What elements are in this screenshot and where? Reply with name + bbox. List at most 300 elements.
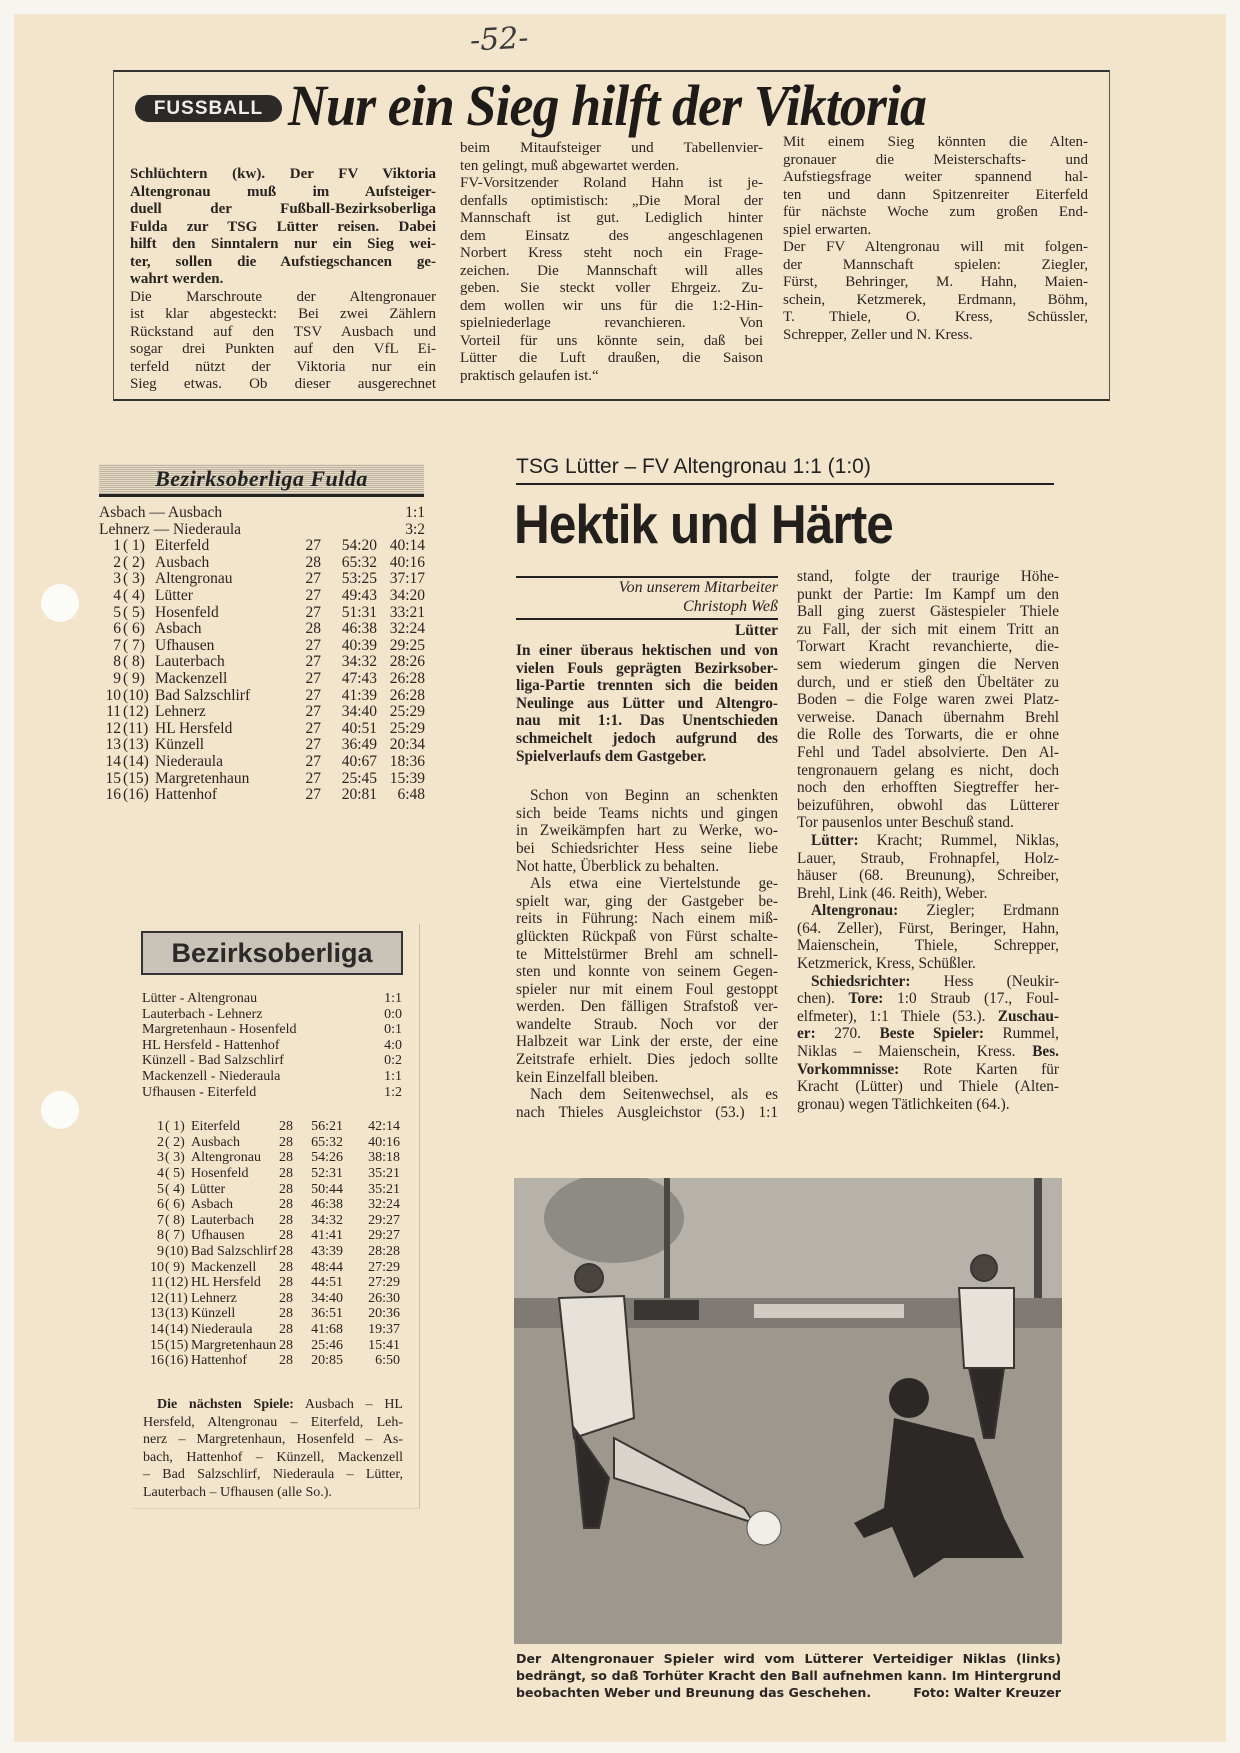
paragraph — [130, 166, 436, 289]
standings-games: 27 — [305, 769, 321, 787]
standings-team: HL Hersfeld — [191, 1275, 261, 1291]
table2-title: Bezirksoberliga — [141, 931, 403, 975]
standings-prev: ( 1) — [123, 537, 145, 555]
result-row — [142, 1007, 402, 1023]
standings-rank: 6 — [157, 1197, 164, 1213]
paragraph — [143, 1396, 403, 1501]
text-line: punkt der Partie: Im Kampf um den — [797, 585, 1059, 603]
standings-games: 28 — [279, 1228, 293, 1244]
result-row — [142, 991, 402, 1007]
text-line: liga-Partie trennten sich die beiden — [516, 677, 778, 695]
text-line: beim Mitaufsteiger und Tabellenvier- — [460, 140, 763, 156]
standings-rank: 11 — [150, 1275, 164, 1291]
standings-team: Mackenzell — [155, 670, 228, 687]
standings-prev: (11) — [123, 719, 149, 737]
paragraph — [797, 973, 1059, 1114]
standings-rank: 4 — [113, 587, 121, 604]
standings-row — [99, 555, 425, 572]
standings-rank: 9 — [113, 670, 121, 687]
text-line: häuser (68. Breunung), Schreiber, — [797, 867, 1059, 885]
caption-line: Der Altengronauer Spieler wird vom Lütterer Verteidiger Niklas (links) — [516, 1651, 1061, 1666]
text-line: nau mit 1:1. Das Unentschieden — [516, 712, 778, 730]
standings-row — [142, 1306, 402, 1322]
standings-rank: 11 — [106, 703, 121, 721]
standings-points: 19:37 — [368, 1322, 400, 1337]
text-line: te Mittelstürmer Brehl am schnell- — [516, 945, 778, 963]
standings-points: 28:28 — [368, 1244, 400, 1259]
standings-goals: 50:44 — [311, 1181, 343, 1197]
standings-team: Hosenfeld — [155, 603, 219, 621]
text-line: hilft den Sinntalern nur ein Sieg wei- — [130, 236, 436, 252]
standings-row — [142, 1150, 402, 1166]
text-line: Boden – die Folge waren zwei Platz- — [797, 691, 1059, 709]
standings-prev: ( 5) — [165, 1166, 185, 1181]
text-line: FV-Vorsitzender Roland Hahn ist je- — [460, 175, 763, 191]
standings-goals: 34:32 — [311, 1212, 343, 1228]
text-line: elfmeter), 1:1 Thiele (53.). Zuschau- — [797, 1007, 1059, 1025]
text-line: Halbzeit war Link der erste, der eine — [516, 1033, 778, 1051]
standings-games: 27 — [305, 686, 321, 704]
standings-games: 27 — [305, 587, 321, 604]
next-games-note — [143, 1396, 403, 1501]
standings-games: 28 — [279, 1353, 293, 1369]
text-line: spielt war, ging der Gastgeber be- — [516, 892, 778, 910]
standings-goals: 49:43 — [341, 587, 377, 604]
standings-team: Altengronau — [191, 1150, 261, 1166]
standings-games: 28 — [279, 1259, 293, 1275]
standings-rank: 4 — [157, 1166, 164, 1181]
standings-row — [142, 1338, 402, 1354]
result-score: 0:2 — [384, 1053, 402, 1069]
standings-team: Lütter — [191, 1181, 226, 1197]
text-line: beizuführen, obwohl das Lütterer — [797, 796, 1059, 814]
standings-team: Niederaula — [155, 753, 223, 770]
text-line: spiel erwarten. — [783, 221, 872, 238]
divider — [516, 618, 778, 620]
standings-prev: (12) — [123, 703, 149, 721]
standings-prev: (10) — [123, 686, 149, 704]
text-line: schein, Ketzmerek, Erdmann, Böhm, — [783, 291, 1088, 308]
paragraph — [783, 239, 1088, 344]
standings-goals: 34:40 — [341, 703, 377, 721]
standings-rank: 5 — [157, 1181, 164, 1197]
standings-rank: 10 — [150, 1259, 164, 1275]
standings-prev: (16) — [123, 786, 149, 804]
standings-rank: 3 — [157, 1150, 164, 1166]
standings-prev: (14) — [165, 1322, 189, 1337]
standings-goals: 41:68 — [311, 1322, 343, 1337]
text-line: sten und konnte von seinem Gegen- — [516, 963, 778, 981]
standings-team: HL Hersfeld — [155, 719, 233, 737]
standings-points: 40:14 — [389, 537, 425, 555]
text-line: Fulda zur TSG Lütter reisen. Dabei — [130, 218, 436, 235]
standings-points: 40:16 — [368, 1134, 400, 1150]
standings-prev: ( 2) — [123, 553, 145, 571]
standings-games: 28 — [279, 1150, 293, 1166]
standings-goals: 36:51 — [311, 1306, 343, 1322]
text-line: Spielverlaufs dem Gastgeber. — [516, 747, 707, 765]
standings-row — [99, 605, 425, 622]
standings-points: 35:21 — [368, 1181, 400, 1197]
result-score: 4:0 — [384, 1037, 402, 1053]
text-line: durch, und er stieß den Übeltäter zu — [797, 673, 1059, 691]
standings-rank: 8 — [157, 1228, 164, 1244]
standings-team: Künzell — [191, 1306, 236, 1322]
standings-row — [99, 638, 425, 655]
standings-prev: ( 9) — [165, 1259, 185, 1275]
text-line: nerz – Margretenhaun, Hosenfeld – As- — [143, 1432, 403, 1447]
paragraph — [460, 140, 763, 175]
standings-games: 27 — [305, 603, 321, 621]
standings-games: 28 — [279, 1337, 293, 1353]
text-line: werden. Den fälligen Strafstoß ver- — [516, 998, 778, 1016]
standings-row — [142, 1322, 402, 1338]
text-line: Schon von Beginn an schenkten — [530, 787, 778, 805]
standings-games: 27 — [305, 736, 321, 754]
standings-prev: (14) — [123, 753, 149, 770]
bold-text: Tore: — [848, 990, 884, 1008]
standings-goals: 40:39 — [341, 636, 377, 654]
standings-prev: ( 6) — [123, 620, 145, 638]
standings-team: Margretenhaun — [191, 1337, 277, 1353]
standings-prev: (16) — [165, 1353, 189, 1369]
text-line: dem Einsatz des angeschlagenen — [460, 227, 763, 244]
text-line: spielniederlage revanchieren. Von — [460, 315, 763, 331]
standings-goals: 48:44 — [311, 1259, 343, 1275]
text-line: Norbert Kress steht noch ein Frage- — [460, 245, 763, 261]
text-line: Brehl, Link (46. Reith), Weber. — [797, 884, 988, 902]
standings-row — [142, 1135, 402, 1151]
standings-prev: ( 7) — [165, 1228, 185, 1244]
standings-team: Bad Salzschlirf — [155, 686, 251, 704]
text-line: Mit einem Sieg könnten die Alten- — [783, 134, 1088, 150]
standings-rank: 14 — [150, 1322, 164, 1337]
standings-rank: 12 — [105, 719, 121, 737]
standings-games: 28 — [279, 1181, 293, 1197]
standings-team: Bad Salzschlirf — [191, 1244, 277, 1259]
standings-goals: 54:26 — [311, 1150, 343, 1166]
text-line: Vorteil für uns könnte sein, daß bei — [460, 332, 763, 349]
standings-games: 28 — [279, 1134, 293, 1150]
standings-row — [99, 688, 425, 705]
text-line: terfeld nützt der Viktoria nur ein — [130, 358, 436, 375]
standings-prev: ( 5) — [123, 603, 145, 621]
paragraph — [797, 902, 1059, 972]
standings-points: 32:24 — [368, 1197, 400, 1213]
text-line: (64. Zeller), Fürst, Beringer, Hahn, — [797, 919, 1059, 937]
standings-rank: 13 — [105, 736, 121, 754]
standings-goals: 44:51 — [311, 1275, 343, 1291]
standings-rank: 14 — [105, 753, 121, 770]
standings-games: 27 — [305, 786, 321, 804]
standings-row — [99, 704, 425, 721]
standings-rank: 16 — [150, 1353, 164, 1369]
text-line: zeichen. Die Mannschaft will alles — [460, 262, 763, 279]
text-line: Nach dem Seitenwechsel, als es — [530, 1086, 778, 1104]
standings-team: Hosenfeld — [191, 1166, 249, 1181]
standings-points: 28:26 — [389, 653, 425, 671]
result-score: 1:1 — [384, 991, 402, 1006]
standings-points: 27:29 — [368, 1275, 400, 1291]
text-line: Sieg etwas. Ob dieser ausgerechnet — [130, 376, 436, 392]
standings-goals: 36:49 — [341, 736, 377, 754]
text-line: für nächste Woche zum großen End- — [783, 204, 1088, 220]
paragraph — [516, 1086, 778, 1121]
standings-team: Lauterbach — [155, 653, 225, 671]
text-line: Kracht (Lütter) und Thiele (Alten- — [797, 1078, 1059, 1096]
text-line: Die nächsten Spiele: Ausbach – HL — [157, 1397, 403, 1412]
standings-prev: (13) — [123, 736, 149, 754]
standings-row — [142, 1197, 402, 1213]
text-line: Schiedsrichter: Hess (Neukir- — [811, 972, 1059, 990]
text-line: praktisch gelaufen ist.“ — [460, 367, 599, 384]
article2-headline: Hektik und Härte — [514, 493, 893, 555]
bold-text: Die nächsten Spiele: — [157, 1397, 294, 1412]
standings-goals: 53:25 — [341, 570, 377, 588]
standings-games: 27 — [305, 703, 321, 721]
standings-rank: 13 — [150, 1306, 164, 1322]
standings-team: Ufhausen — [155, 636, 215, 654]
standings-goals: 20:85 — [311, 1353, 343, 1369]
text-line: schmeichelt jedoch aufgrund des — [516, 729, 778, 747]
result-match: Lütter - Altengronau — [142, 991, 258, 1006]
result-row — [99, 505, 425, 522]
bold-text: Altengronau: — [811, 902, 899, 920]
text-line: Schrepper, Zeller und N. Kress. — [783, 326, 973, 343]
paragraph — [797, 568, 1059, 832]
text-line: Lütter: Kracht; Rummel, Niklas, — [811, 831, 1059, 849]
section-badge: FUSSBALL — [135, 95, 282, 122]
standings-goals: 40:51 — [341, 719, 377, 737]
standings-row — [99, 737, 425, 754]
text-line: spieler nur mit einem Foul gestoppt — [516, 980, 778, 998]
standings-games: 28 — [279, 1119, 293, 1135]
standings-row — [99, 571, 425, 588]
standings-team: Künzell — [155, 736, 205, 754]
standings-team: Lauterbach — [191, 1212, 254, 1228]
standings-games: 28 — [279, 1275, 293, 1291]
standings-team: Mackenzell — [191, 1259, 257, 1275]
text-line: Die Marschroute der Altengronauer — [130, 288, 436, 305]
standings-row — [99, 787, 425, 804]
standings-points: 26:28 — [389, 670, 425, 687]
paragraph — [516, 875, 778, 1086]
standings-row — [142, 1260, 402, 1276]
standings-prev: ( 3) — [123, 570, 145, 588]
standings-goals: 20:81 — [341, 786, 377, 804]
standings-goals: 56:21 — [311, 1119, 343, 1135]
paragraph — [783, 134, 1088, 239]
standings-team: Ausbach — [191, 1134, 240, 1150]
standings-points: 26:28 — [389, 686, 425, 704]
text-line: Maienschein, Thiele, Schrepper, — [797, 937, 1059, 955]
paragraph — [797, 832, 1059, 902]
standings-team: Lehnerz — [191, 1290, 237, 1306]
standings-points: 29:27 — [368, 1228, 400, 1244]
bold-text: Vorkommnisse: — [797, 1060, 900, 1078]
standings-points: 20:34 — [389, 736, 425, 754]
text-line: chen). Tore: 1:0 Straub (17., Foul- — [797, 990, 1059, 1008]
standings-games: 27 — [305, 570, 321, 588]
standings-games: 27 — [305, 537, 321, 555]
text-line: Lauterbach – Ufhausen (alle So.). — [143, 1484, 332, 1500]
standings-prev: ( 2) — [165, 1134, 185, 1150]
text-line: noch den erhofften Siegtreffer her- — [797, 779, 1059, 797]
standings-rank: 5 — [113, 603, 121, 621]
text-line: der Mannschaft spielen: Ziegler, — [783, 256, 1088, 273]
standings-points: 15:39 — [389, 769, 425, 787]
text-line: sich beide Teams nichts und gingen — [516, 804, 778, 822]
text-line: die Rolle des Torwarts, die er ohne — [797, 726, 1059, 744]
result-match: Margretenhaun - Hosenfeld — [142, 1022, 297, 1038]
standings-goals: 40:67 — [341, 753, 377, 770]
text-line: Torwart Kracht revanchierte, die- — [797, 638, 1059, 656]
result-match: Asbach — Ausbach — [99, 504, 223, 521]
standings-row — [99, 588, 425, 605]
text-line: wandelte Straub. Noch vor der — [516, 1015, 778, 1033]
result-match: HL Hersfeld - Hattenhof — [142, 1037, 280, 1053]
result-score: 0:1 — [384, 1022, 402, 1038]
standings-prev: ( 1) — [165, 1119, 185, 1135]
standings-points: 29:27 — [368, 1212, 400, 1228]
article1-column-3 — [783, 134, 1088, 344]
standings-team: Eiterfeld — [191, 1119, 240, 1135]
result-match: Mackenzell - Niederaula — [142, 1069, 281, 1084]
text-line: Ball ging zuerst Gästespieler Thiele — [797, 603, 1059, 621]
result-row — [142, 1038, 402, 1054]
text-line: gronauer die Meisterschafts- und — [783, 151, 1088, 168]
standings-points: 32:24 — [389, 620, 425, 638]
article2-column-1 — [516, 642, 778, 1121]
text-line: glückten Rückpaß von Fürst schalte- — [516, 927, 778, 945]
standings-goals: 25:46 — [311, 1337, 343, 1353]
text-line: sem wiederum gingen die Nerven — [797, 655, 1059, 673]
text-line: ten gelingt, muß abgewartet werden. — [460, 157, 680, 174]
standings-rank: 6 — [113, 620, 121, 638]
standings-rank: 3 — [113, 570, 121, 588]
standings-row — [99, 654, 425, 671]
article1-column-2 — [460, 140, 763, 385]
standings-team: Ufhausen — [191, 1228, 245, 1244]
result-row — [142, 1053, 402, 1069]
standings-team: Altengronau — [155, 570, 233, 588]
standings-team: Ausbach — [155, 553, 210, 571]
text-line: bach, Hattenhof – Künzell, Mackenzell — [143, 1449, 403, 1465]
bold-text: Lütter: — [811, 831, 859, 849]
match-photo — [514, 1178, 1062, 1644]
standings-games: 28 — [279, 1244, 293, 1259]
standings-row — [99, 621, 425, 638]
text-line: Hersfeld, Altengronau – Eiterfeld, Leh- — [143, 1414, 403, 1430]
text-line: T. Thiele, O. Kress, Schüssler, — [783, 309, 1088, 325]
standings-goals: 25:45 — [341, 769, 377, 787]
paragraph — [516, 642, 778, 765]
handwritten-page-number: -52- — [469, 20, 530, 59]
standings-row — [142, 1275, 402, 1291]
standings-row — [99, 538, 425, 555]
standings-prev: (15) — [123, 769, 149, 787]
standings-points: 18:36 — [389, 753, 425, 770]
text-line: reits in Führung: Nach einem miß- — [516, 910, 778, 928]
standings-rank: 7 — [157, 1212, 164, 1228]
text-line: Lütter die Luft draußen, die Saison — [460, 350, 763, 366]
text-line: dem wollen wir uns für die 1:2-Hin- — [460, 297, 763, 314]
text-line: Vorkommnisse: Rote Karten für — [797, 1060, 1059, 1078]
paragraph — [516, 787, 778, 875]
standings-prev: ( 8) — [165, 1212, 185, 1228]
bold-text: Zuschau- — [997, 1007, 1059, 1025]
standings-points: 33:21 — [389, 603, 425, 621]
result-row — [142, 1085, 402, 1101]
text-line: nach Thieles Ausgleichstor (53.) 1:1 — [516, 1103, 778, 1121]
standings-prev: ( 3) — [165, 1150, 185, 1166]
divider — [516, 483, 1054, 485]
text-line: – Bad Salzschlirf, Niederaula – Lütter, — [143, 1467, 403, 1482]
standings-row — [99, 754, 425, 771]
standings-row — [142, 1353, 402, 1369]
standings-prev: (10) — [165, 1244, 189, 1259]
standings-games: 28 — [279, 1322, 293, 1337]
text-line: ist klar abgesteckt: Bei zwei Zählern — [130, 306, 436, 322]
standings-points: 42:14 — [368, 1119, 400, 1135]
result-match: Künzell - Bad Salzschlirf — [142, 1053, 284, 1069]
standings-points: 37:17 — [389, 570, 425, 588]
standings-rank: 9 — [157, 1244, 164, 1259]
text-line: denfalls optimistisch: „Die Moral der — [460, 192, 763, 209]
standings-games: 27 — [305, 719, 321, 737]
result-score: 3:2 — [405, 520, 425, 538]
standings-points: 15:41 — [368, 1337, 400, 1353]
standings-goals: 41:41 — [311, 1228, 343, 1244]
standings-points: 25:29 — [389, 703, 425, 721]
text-line: stand, folgte der traurige Höhe- — [797, 568, 1059, 585]
standings-rank: 1 — [157, 1119, 164, 1135]
standings-points: 35:21 — [368, 1166, 400, 1181]
punch-hole — [41, 584, 79, 622]
standings-row — [142, 1244, 402, 1260]
standings-row — [99, 721, 425, 738]
standings-goals: 47:43 — [341, 670, 377, 687]
standings-prev: ( 9) — [123, 670, 145, 687]
standings-games: 28 — [279, 1212, 293, 1228]
text-line: gronau) wegen Tätlichkeiten (64.). — [797, 1095, 1010, 1113]
text-line: Lauer, Straub, Frohnapfel, Holz- — [797, 849, 1059, 867]
standings-team: Hattenhof — [155, 786, 217, 804]
standings-rank: 15 — [105, 769, 121, 787]
text-line: er: 270. Beste Spieler: Rummel, — [797, 1025, 1059, 1043]
text-line: In einer überaus hektischen und von — [516, 642, 778, 659]
paragraph — [460, 175, 763, 385]
standings-prev: (11) — [165, 1290, 188, 1306]
bold-text: Bes. — [1032, 1043, 1059, 1061]
standings-prev: ( 4) — [165, 1181, 185, 1197]
dateline: Lütter — [734, 622, 778, 639]
standings-goals: 54:20 — [341, 537, 377, 555]
standings-games: 28 — [279, 1290, 293, 1306]
bold-text: Beste Spieler: — [879, 1025, 984, 1043]
standings-row — [142, 1182, 402, 1198]
text-line: sogar drei Punkten auf den VfL Ei- — [130, 341, 436, 357]
standings-rank: 12 — [150, 1290, 164, 1306]
result-row — [99, 522, 425, 539]
standings-row — [142, 1213, 402, 1229]
text-line: Altengronau muß im Aufsteiger- — [130, 183, 436, 200]
standings-team: Niederaula — [191, 1322, 253, 1337]
standings-rank: 15 — [150, 1337, 164, 1353]
text-line: Zeitstrafe erhielt. Dies jedoch sollte — [516, 1051, 778, 1069]
article1-headline: Nur ein Sieg hilft der Viktoria — [288, 73, 927, 138]
text-line: Rückstand auf den TSV Ausbach und — [130, 323, 436, 340]
